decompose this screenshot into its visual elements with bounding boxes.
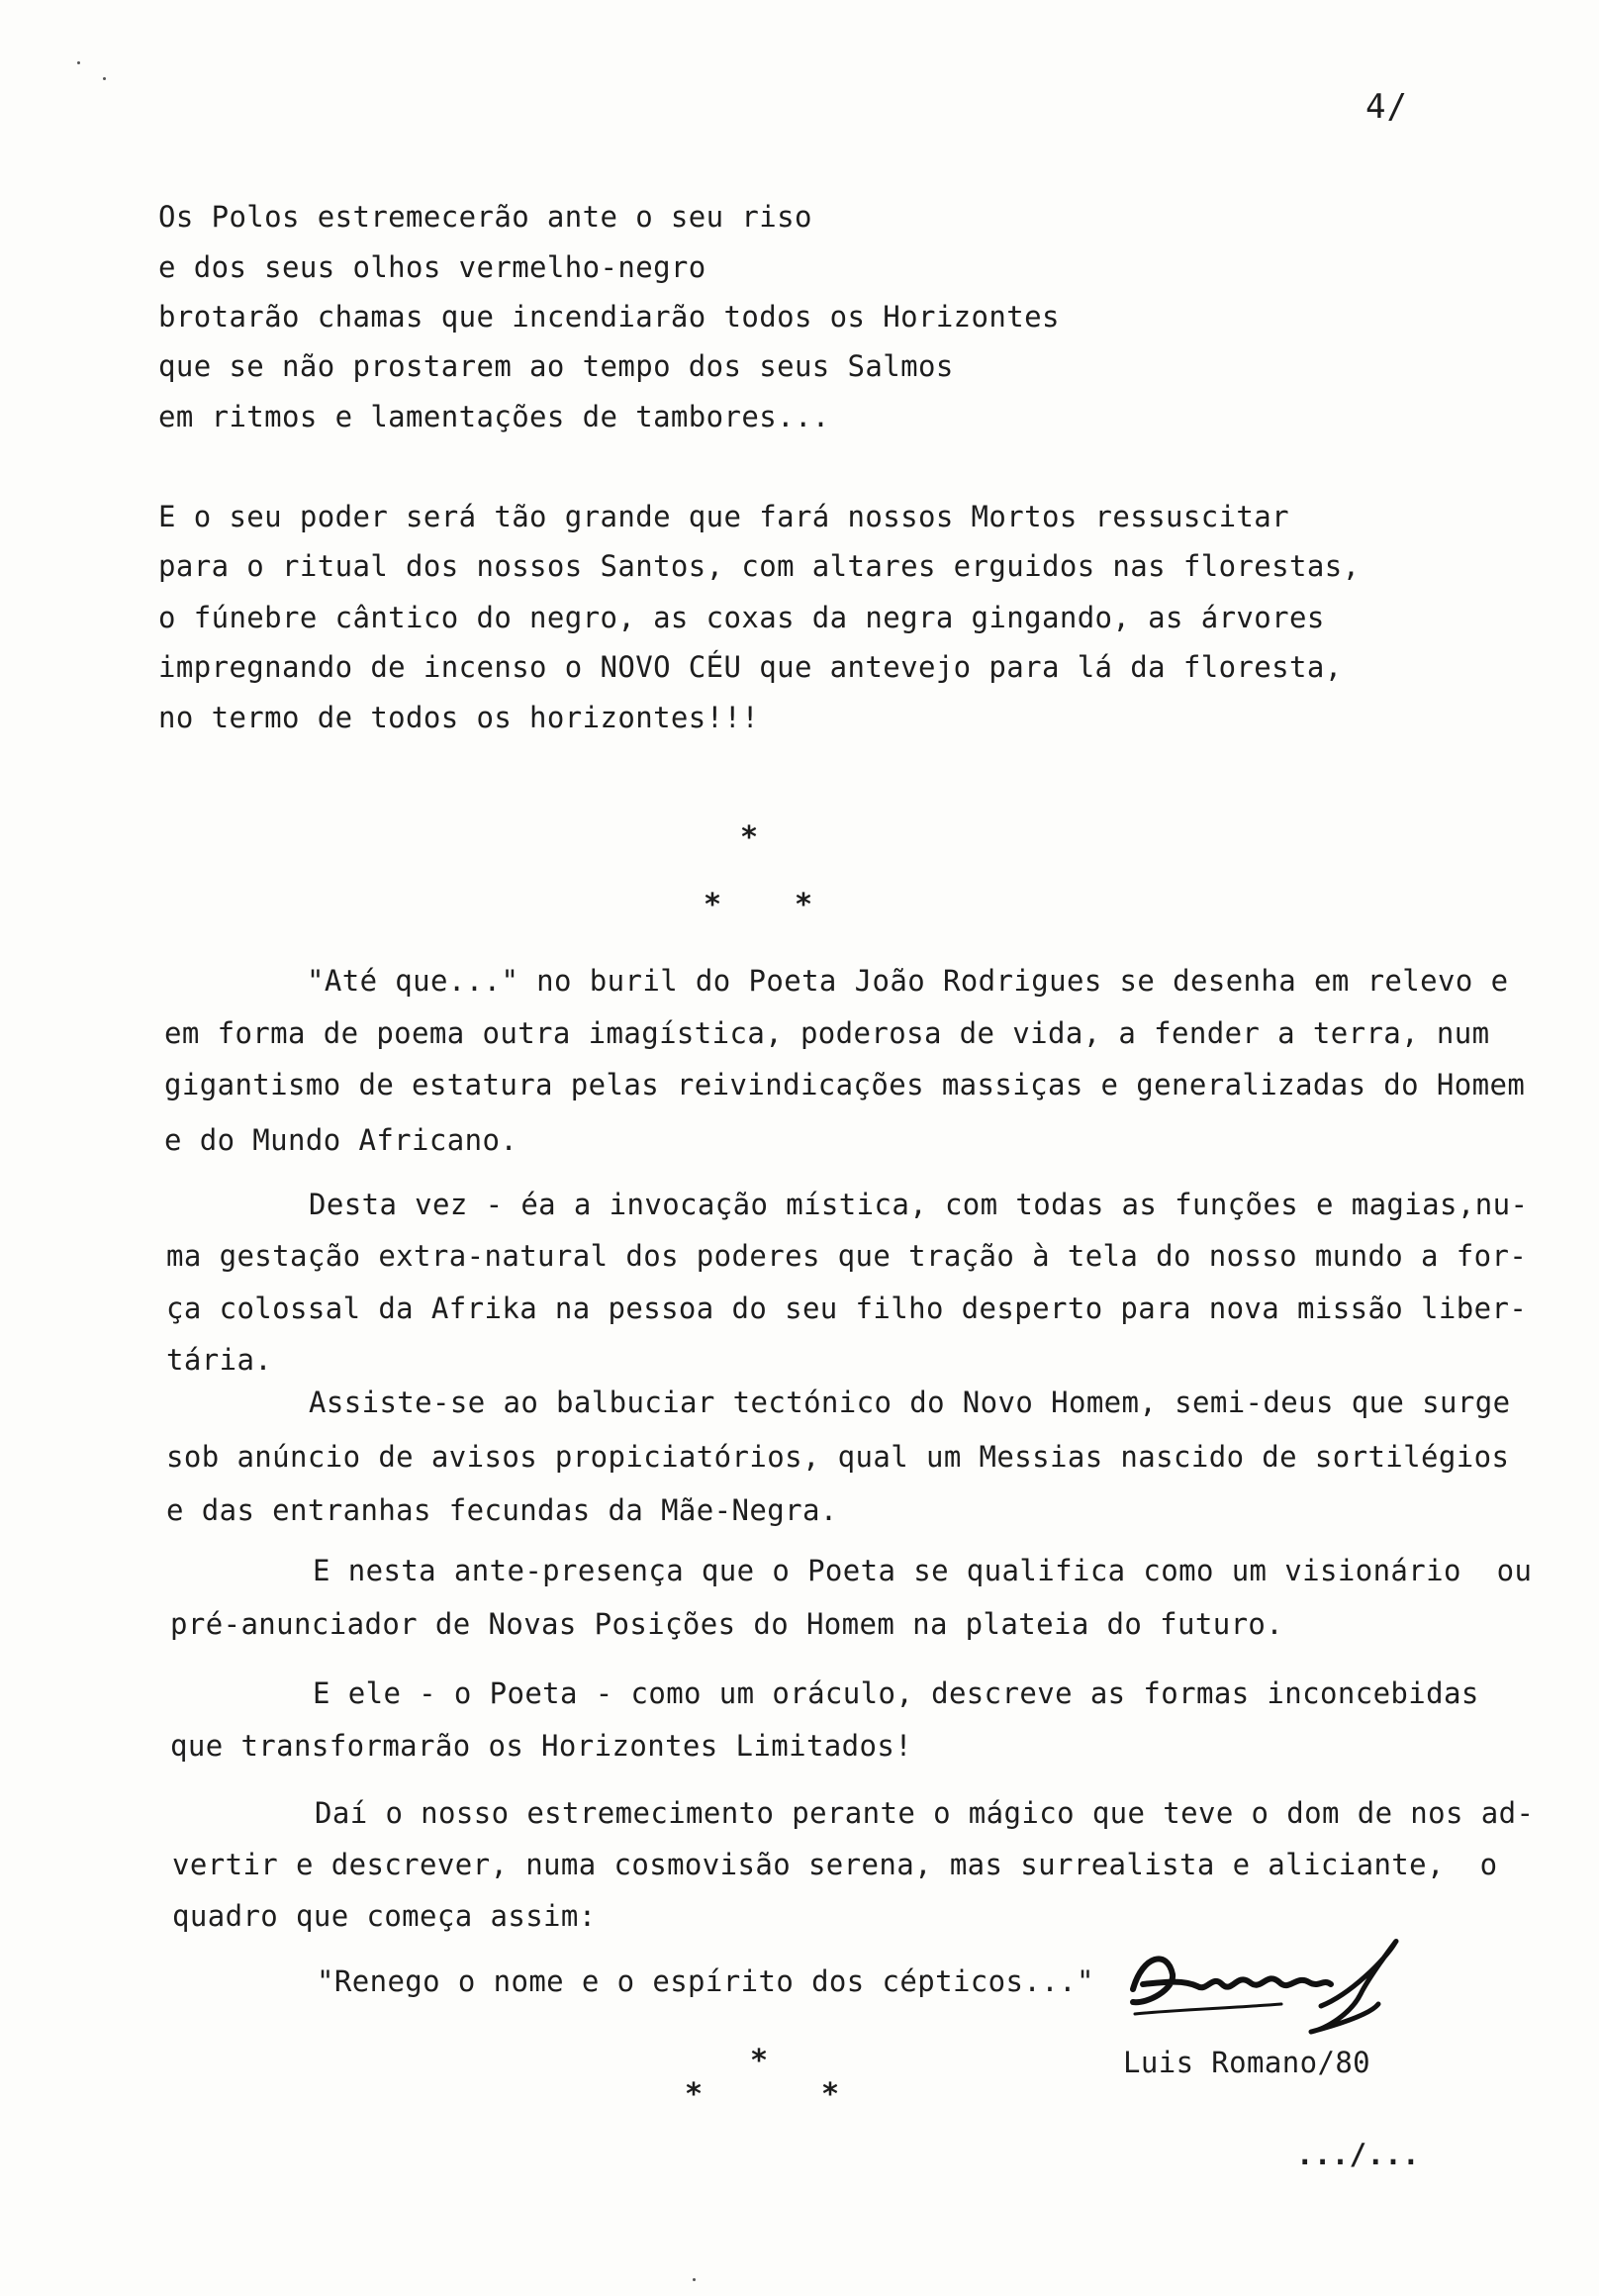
essay-line: Desta vez - éa a invocação mística, com todas as funções e magias,nu- bbox=[309, 1188, 1529, 1221]
quotation-line: "Renego o nome e o espírito dos cépticos..." bbox=[317, 1964, 1094, 1998]
separator-asterisk: * bbox=[740, 820, 759, 855]
poem-line: impregnando de incenso o NOVO CÉU que antevejo para lá da floresta, bbox=[158, 650, 1343, 684]
essay-line: em forma de poema outra imagística, poderosa de vida, a fender a terra, num bbox=[164, 1016, 1490, 1050]
essay-line: vertir e descrever, numa cosmovisão serena, mas surrealista e aliciante, o bbox=[172, 1848, 1498, 1881]
scan-speck bbox=[77, 61, 80, 64]
scan-speck bbox=[103, 77, 106, 80]
essay-line: sob anúncio de avisos propiciatórios, qual um Messias nascido de sortilégios bbox=[166, 1440, 1510, 1474]
separator-asterisk: * bbox=[685, 2077, 704, 2112]
poem-line: para o ritual dos nossos Santos, com altares erguidos nas florestas, bbox=[158, 549, 1361, 583]
essay-line: tária. bbox=[166, 1343, 273, 1377]
essay-line: e do Mundo Africano. bbox=[164, 1123, 518, 1157]
essay-line: pré-anunciador de Novas Posições do Homem na plateia do futuro. bbox=[170, 1607, 1284, 1641]
essay-line: ça colossal da Afrika na pessoa do seu filho desperto para nova missão liber- bbox=[166, 1292, 1528, 1325]
essay-line: "Até que..." no buril do Poeta João Rodrigues se desenha em relevo e bbox=[307, 964, 1509, 998]
essay-line: e das entranhas fecundas da Mãe-Negra. bbox=[166, 1493, 838, 1527]
poem-line: no termo de todos os horizontes!!! bbox=[158, 701, 760, 734]
poem-line: E o seu poder será tão grande que fará nossos Mortos ressuscitar bbox=[158, 500, 1290, 533]
handwritten-signature bbox=[1113, 1935, 1410, 2044]
poem-line: em ritmos e lamentações de tambores... bbox=[158, 400, 830, 433]
continuation-mark: .../... bbox=[1296, 2138, 1421, 2171]
page-number: 4/ bbox=[1365, 87, 1408, 127]
separator-asterisk: * bbox=[795, 888, 813, 922]
signature-name: Luis Romano/80 bbox=[1123, 2046, 1371, 2079]
scan-speck bbox=[693, 2278, 696, 2281]
poem-line: o fúnebre cântico do negro, as coxas da negra gingando, as árvores bbox=[158, 601, 1325, 634]
separator-asterisk: * bbox=[750, 2044, 769, 2078]
essay-line: que transformarão os Horizontes Limitados! bbox=[170, 1729, 913, 1763]
essay-line: Assiste-se ao balbuciar tectónico do Novo Homem, semi-deus que surge bbox=[309, 1386, 1511, 1419]
essay-line: gigantismo de estatura pelas reivindicações massiças e generalizadas do Homem bbox=[164, 1068, 1526, 1101]
essay-line: quadro que começa assim: bbox=[172, 1899, 597, 1933]
poem-line: e dos seus olhos vermelho-negro bbox=[158, 250, 706, 284]
poem-line: que se não prostarem ao tempo dos seus Salmos bbox=[158, 349, 954, 383]
essay-line: Daí o nosso estremecimento perante o mágico que teve o dom de nos ad- bbox=[315, 1796, 1535, 1830]
essay-line: E ele - o Poeta - como um oráculo, descreve as formas inconcebidas bbox=[313, 1676, 1479, 1710]
separator-asterisk: * bbox=[821, 2077, 840, 2112]
poem-line: Os Polos estremecerão ante o seu riso bbox=[158, 200, 812, 234]
separator-asterisk: * bbox=[704, 888, 722, 922]
essay-line: ma gestação extra-natural dos poderes que tração à tela do nosso mundo a for- bbox=[166, 1239, 1528, 1273]
poem-line: brotarão chamas que incendiarão todos os Horizontes bbox=[158, 300, 1060, 334]
essay-line: E nesta ante-presença que o Poeta se qualifica como um visionário ou bbox=[313, 1554, 1533, 1587]
